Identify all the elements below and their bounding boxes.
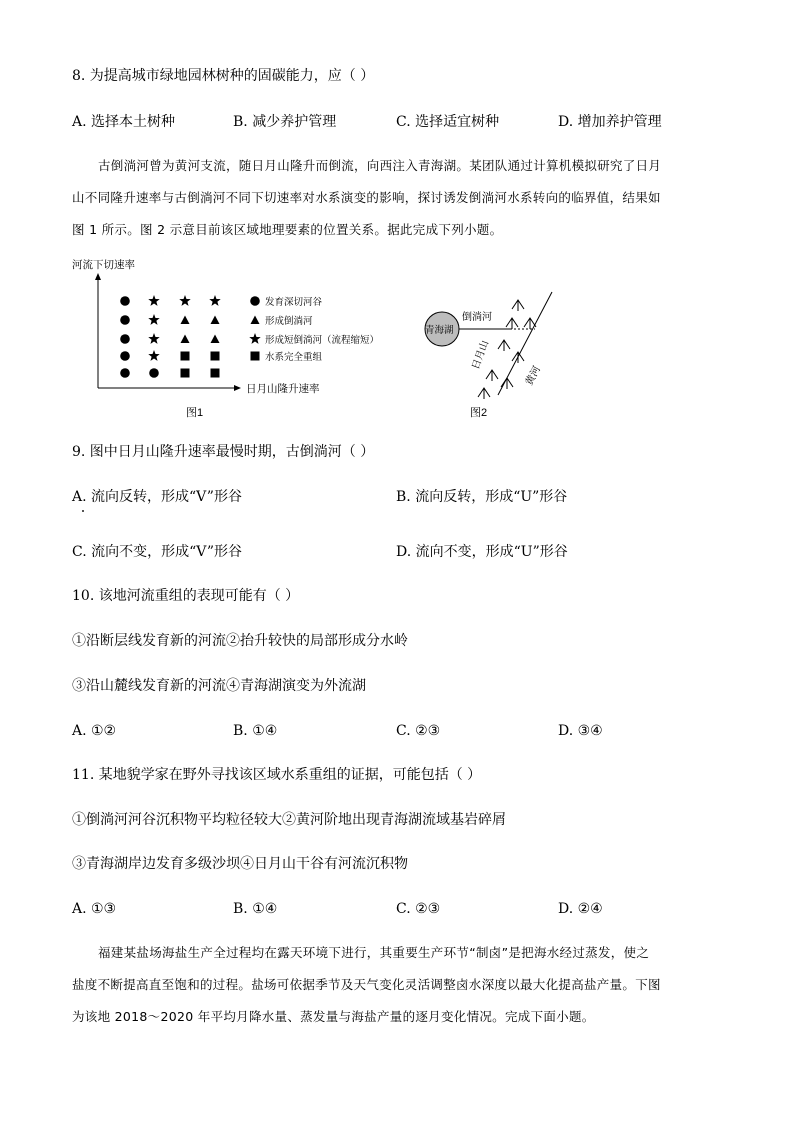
q11-items-1: ①倒淌河河谷沉积物平均粒径较大②黄河阶地出现青海湖流域基岩碎屑 (72, 812, 506, 828)
star-symbol (148, 314, 159, 325)
triangle-symbol (211, 316, 220, 325)
q10-option-c: C. ②③ (396, 723, 441, 739)
q10-option-b: B. ①④ (233, 723, 278, 739)
q9-option-d: D. 流向不变，形成“U”形谷 (396, 544, 568, 560)
q8-option-c: C. 选择适宜树种 (396, 114, 500, 130)
square-symbol (181, 352, 190, 361)
mountain-icon (524, 318, 536, 329)
mountain-icon (512, 352, 524, 363)
figure-1 (68, 256, 408, 421)
passage-1 (72, 150, 722, 246)
passage-1-line: 山不同隆升速率与古倒淌河不同下切速率对水系演变的影响，探讨诱发倒淌河水系转向的临界值，结果如 (72, 190, 661, 205)
mountain-icon (498, 340, 510, 351)
q10-option-a: A. ①② (72, 723, 117, 739)
yellow-river-label: 黄河 (523, 364, 544, 388)
figure-1-x-axis-label: 日月山隆升速率 (246, 383, 320, 395)
figure-1-y-axis-label: 河流下切速率 (72, 259, 135, 271)
q9-option-c: C. 流向不变，形成“V”形谷 (72, 544, 243, 560)
q9-stem: 9. 图中日月山隆升速率最慢时期，古倒淌河（ ） (72, 444, 375, 460)
circle-symbol (120, 368, 130, 378)
circle-symbol (120, 296, 130, 306)
riyue-mountain-label: 日月山 (470, 339, 492, 372)
q10-option-d: D. ③④ (558, 723, 603, 739)
star-symbol (148, 295, 159, 306)
figure-1-y-arrow (95, 273, 101, 280)
q8-option-b: B. 减少养护管理 (233, 114, 337, 130)
legend-label: 水系完全重组 (265, 352, 323, 363)
stray-dot (82, 510, 84, 512)
legend-label: 形成短倒淌河（流程缩短） (265, 335, 380, 346)
star-symbol (179, 295, 190, 306)
q8-option-d: D. 增加养护管理 (558, 114, 662, 130)
passage-1-line: 古倒淌河曾为黄河支流，随日月山隆升而倒流，向西注入青海湖。某团队通过计算机模拟研究了日月 (98, 158, 662, 173)
daotang-river-label: 倒淌河 (462, 312, 492, 323)
circle-symbol (120, 351, 130, 361)
triangle-symbol (251, 316, 260, 325)
circle-symbol (149, 368, 159, 378)
triangle-symbol (181, 335, 190, 344)
passage-2-line: 盐度不断提高直至饱和的过程。盐场可依据季节及天气变化灵活调整卤水深度以最大化提高盐产量。下图 (72, 977, 661, 992)
q10-items-2: ③沿山麓线发育新的河流④青海湖演变为外流湖 (72, 678, 366, 694)
square-symbol (211, 369, 220, 378)
circle-symbol (120, 315, 130, 325)
figure-2-caption: 图2 (470, 407, 488, 419)
mountain-icon (506, 318, 518, 329)
q11-items-2: ③青海湖岸边发育多级沙坝④日月山干谷有河流沉积物 (72, 856, 408, 872)
star-symbol (148, 333, 159, 344)
mountain-icon (478, 388, 490, 399)
passage-2 (72, 937, 722, 1033)
star-symbol (249, 333, 260, 344)
figure-1-x-arrow (234, 385, 241, 391)
mountain-icon (501, 378, 513, 389)
triangle-symbol (211, 335, 220, 344)
q8-option-a: A. 选择本土树种 (72, 114, 176, 130)
figure-1-caption: 图1 (186, 407, 204, 419)
q10-stem: 10. 该地河流重组的表现可能有（ ） (72, 588, 300, 604)
passage-1-line: 图 1 所示。图 2 示意目前该区域地理要素的位置关系。据此完成下列小题。 (72, 222, 503, 237)
star-symbol (209, 295, 220, 306)
passage-2-line: 为该地 2018～2020 年平均月降水量、蒸发量与海盐产量的逐月变化情况。完成下面小题。 (72, 1009, 595, 1024)
q8-stem: 8. 为提高城市绿地园林树种的固碳能力，应（ ） (72, 68, 375, 84)
legend-label: 形成倒淌河 (265, 316, 313, 327)
square-symbol (211, 352, 220, 361)
passage-2-line: 福建某盐场海盐生产全过程均在露天环境下进行，其重要生产环节“制卤”是把海水经过蒸发，使之 (98, 945, 650, 960)
star-symbol (148, 350, 159, 361)
q11-stem: 11. 某地貌学家在野外寻找该区域水系重组的证据，可能包括（ ） (72, 767, 482, 783)
circle-symbol (120, 334, 130, 344)
q9-option-b: B. 流向反转，形成“U”形谷 (396, 489, 568, 505)
q11-option-a: A. ①③ (72, 901, 117, 917)
qinghai-lake-label: 青海湖 (425, 325, 454, 336)
triangle-symbol (181, 316, 190, 325)
q10-items-1: ①沿断层线发育新的河流②抬升较快的局部形成分水岭 (72, 633, 408, 649)
figure-1-legend (249, 296, 379, 363)
mountain-icon (512, 300, 524, 311)
q11-option-b: B. ①④ (233, 901, 278, 917)
q9-option-a: A. 流向反转，形成“V”形谷 (72, 489, 242, 505)
mountain-icon (486, 370, 498, 381)
square-symbol (181, 369, 190, 378)
q11-option-c: C. ②③ (396, 901, 441, 917)
legend-label: 发育深切河谷 (265, 297, 323, 308)
figure-1-symbol-grid (120, 295, 221, 378)
circle-symbol (250, 296, 260, 306)
square-symbol (251, 352, 260, 361)
figure-2 (418, 270, 558, 400)
q11-option-d: D. ②④ (558, 901, 603, 917)
